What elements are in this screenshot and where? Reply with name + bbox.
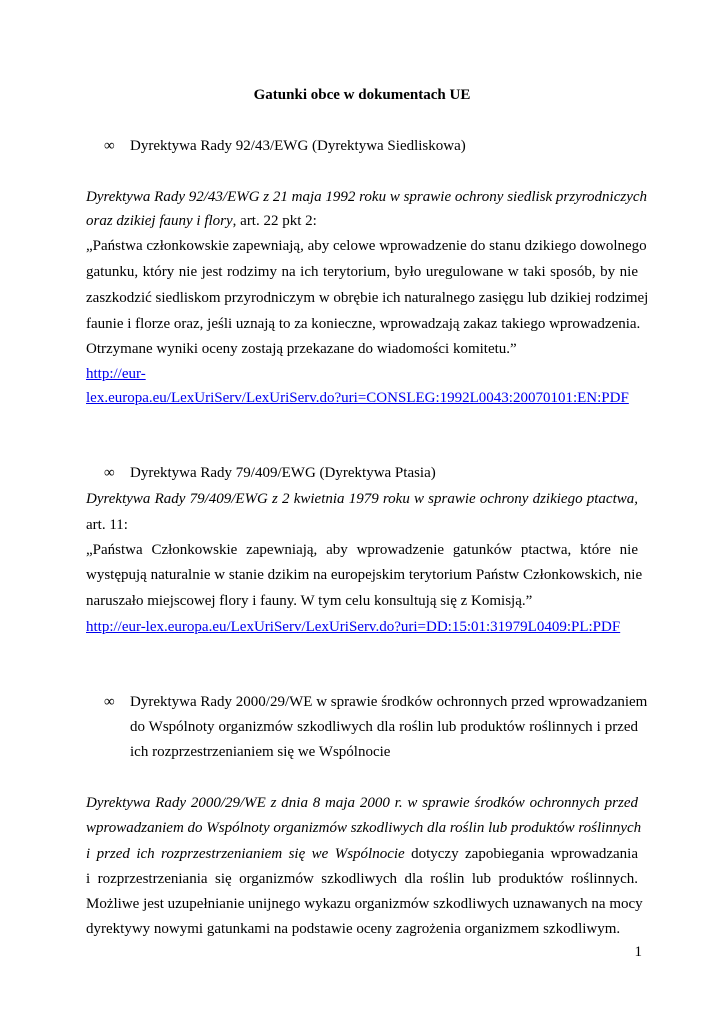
section2-link[interactable]: http://eur-lex.europa.eu/LexUriServ/LexUriServ.do?uri=DD:15:01:31979L0409:PL:PDF	[86, 619, 621, 635]
section1-heading-text: Dyrektywa Rady 92/43/EWG (Dyrektywa Siedliskowa)	[130, 138, 466, 154]
section1-link-line2[interactable]	[86, 386, 638, 410]
section1-link-line1[interactable]	[86, 362, 638, 386]
section1-citation-italic: oraz dzikiej fauny i flory	[86, 213, 233, 229]
section1-quote-line: Otrzymane wyniki oceny zostają przekazane do wiadomości komitetu.”	[86, 341, 517, 357]
section3-body-italic: i przed ich rozprzestrzenianiem się we Wspólnocie	[86, 846, 405, 862]
page-number: 1	[634, 944, 642, 960]
section1-link-part1[interactable]: http://eur-	[86, 366, 146, 382]
bullet-icon: ∞	[104, 465, 115, 481]
section2-heading-text: Dyrektywa Rady 79/409/EWG (Dyrektywa Ptasia)	[130, 465, 436, 481]
section1-quote-line: zaszkodzić siedliskom przyrodniczym w obrębie ich naturalnego zasięgu lub dzikiej rodzimej	[86, 290, 649, 306]
section2-citation-line2: art. 11:	[86, 517, 128, 533]
section1-quote-line: faunie i florze oraz, jeśli uznają to za konieczne, wprowadzają zakaz takiego wprowadzenia.	[86, 316, 641, 332]
document-title: Gatunki obce w dokumentach UE	[253, 87, 471, 103]
bullet-icon: ∞	[104, 694, 115, 710]
section1-link-part2[interactable]: lex.europa.eu/LexUriServ/LexUriServ.do?uri=CONSLEG:1992L0043:20070101:EN:PDF	[86, 390, 629, 406]
section2-citation-line1: Dyrektywa Rady 79/409/EWG z 2 kwietnia 1979 roku w sprawie ochrony dzikiego ptactwa,	[86, 491, 638, 507]
section3-body-line2: wprowadzaniem do Wspólnoty organizmów szkodliwych dla roślin lub produktów roślinnych	[86, 820, 642, 836]
section3-body-line3	[86, 842, 638, 866]
section3-body-line5: Możliwe jest uzupełnianie unijnego wykazu organizmów szkodliwych uznawanych na mocy	[86, 896, 643, 912]
section2-quote-line: naruszało miejscowej flory i fauny. W tym celu konsultują się z Komisją.”	[86, 593, 533, 609]
section2-quote-line: „Państwa Członkowskie zapewniają, aby wprowadzenie gatunków ptactwa, które nie	[86, 542, 638, 558]
section3-body-line4: i rozprzestrzeniania się organizmów szkodliwych dla roślin lub produktów roślinnych.	[86, 871, 638, 887]
section1-quote-line: „Państwa członkowskie zapewniają, aby celowe wprowadzenie do stanu dzikiego dowolnego	[86, 238, 647, 254]
section2-link-line[interactable]	[86, 615, 638, 639]
section1-quote-line: gatunku, który nie jest rodzimy na ich terytorium, było uregulowane w taki sposób, by nie	[86, 264, 638, 280]
section2-quote-line: występują naturalnie w stanie dzikim na europejskim terytorium Państw Członkowskich, nie	[86, 567, 643, 583]
section1-citation-rest: , art. 22 pkt 2:	[232, 213, 317, 229]
section1-citation-line2	[86, 209, 638, 233]
section3-body-line1: Dyrektywa Rady 2000/29/WE z dnia 8 maja 2000 r. w sprawie środków ochronnych przed	[86, 795, 638, 811]
bullet-icon: ∞	[104, 138, 115, 154]
section3-heading-line: ich rozprzestrzenianiem się we Wspólnocie	[130, 744, 391, 760]
section3-heading-line: Dyrektywa Rady 2000/29/WE w sprawie środków ochronnych przed wprowadzaniem	[130, 694, 648, 710]
section3-body-rest: dotyczy zapobiegania wprowadzania	[404, 846, 638, 862]
section3-heading-line: do Wspólnoty organizmów szkodliwych dla roślin lub produktów roślinnych i przed	[130, 719, 638, 735]
section1-citation-line1: Dyrektywa Rady 92/43/EWG z 21 maja 1992 roku w sprawie ochrony siedlisk przyrodniczych	[86, 189, 648, 205]
section3-body-line6: dyrektywy nowymi gatunkami na podstawie oceny zagrożenia organizmem szkodliwym.	[86, 921, 621, 937]
